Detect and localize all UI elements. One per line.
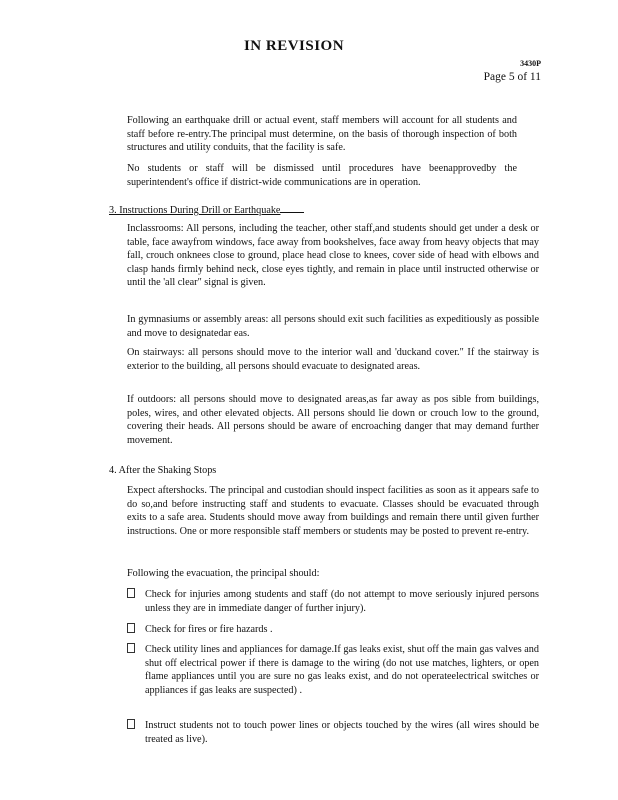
section-3-stairways: On stairways: all persons should move to the interior wall and 'duckand cover." If the stairway is exterior to the building, all persons should evacuate to designated areas. [127,347,539,372]
section-3-classrooms: Inclassrooms: All persons, including the teacher, other staff,and students should get under a desk or table, face awayfrom windows, face away from bookshelves, face away from heavy objects that may fall, crouch onknees close to ground, place head close to knees, cover side of head with elbows and clasp hands firmly behind neck, close eyes tightly, and remain in place until instructed otherwise or until the 'all clear" signal is given. [127,223,539,289]
bullet-marker [127,588,135,602]
section-4-evacuation-intro: Following the evacuation, the principal should: [127,568,320,579]
policy-code: 3430P [520,59,541,68]
section-3-heading [109,203,304,218]
bullet-power-lines: Instruct students not to touch power lines or objects touched by the wires (all wires should be treated as live). [145,720,539,745]
bullet-marker [127,643,135,657]
intro-paragraph-1: Following an earthquake drill or actual event, staff members will account for all students and staff before re-entry.The principal must determine, on the basis of thorough inspection of both structures and utility conduits, that the facility is safe. [127,115,517,154]
bullet-injuries: Check for injuries among students and staff (do not attempt to move seriously injured persons unless they are in immediate danger of further injury). [145,589,539,614]
intro-paragraph-2: No students or staff will be dismissed until procedures have beenapprovedby the superintendent's office if district-wide communications are in operation. [127,163,517,188]
section-3-outdoors: If outdoors: all persons should move to designated areas,as far away as pos sible from buildings, poles, wires, and other elevated objects. All persons should lie down or crouch low to the ground, covering their heads. All persons should be aware of encroaching danger that may demand further movement. [127,394,539,446]
page-title: IN REVISION [243,38,345,54]
section-3-heading-text: 3. Instructions During Drill or Earthquake [109,205,281,216]
section-4-aftershocks: Expect aftershocks. The principal and custodian should inspect facilities as soon as it appears safe to do so,and before instructing staff and students to evacuate. Classes should be evacuated through exits to a safe area. Students should move away from buildings and remain there until given further instructions. One or more responsible staff members or students may be posted to prevent re-entry. [127,485,539,537]
bullet-fires: Check for fires or fire hazards . [145,624,273,635]
section-3-gymnasiums: In gymnasiums or assembly areas: all persons should exit such facilities as expeditiously as possible and move to designatedar eas. [127,314,539,339]
section-4-heading: 4. After the Shaking Stops [109,465,217,476]
bullet-marker [127,623,135,637]
bullet-marker [127,719,135,733]
heading-underline [280,203,304,213]
bullet-utilities: Check utility lines and appliances for damage.If gas leaks exist, shut off the main gas valves and shut off electrical power if there is damage to the wiring (do not use matches, lighters, or open flame appliances until you are sure no gas leaks exist, and do not operateelectrical switches or appliances if gas leaks are suspected) . [145,644,539,696]
page-number: Page 5 of 11 [483,71,541,83]
